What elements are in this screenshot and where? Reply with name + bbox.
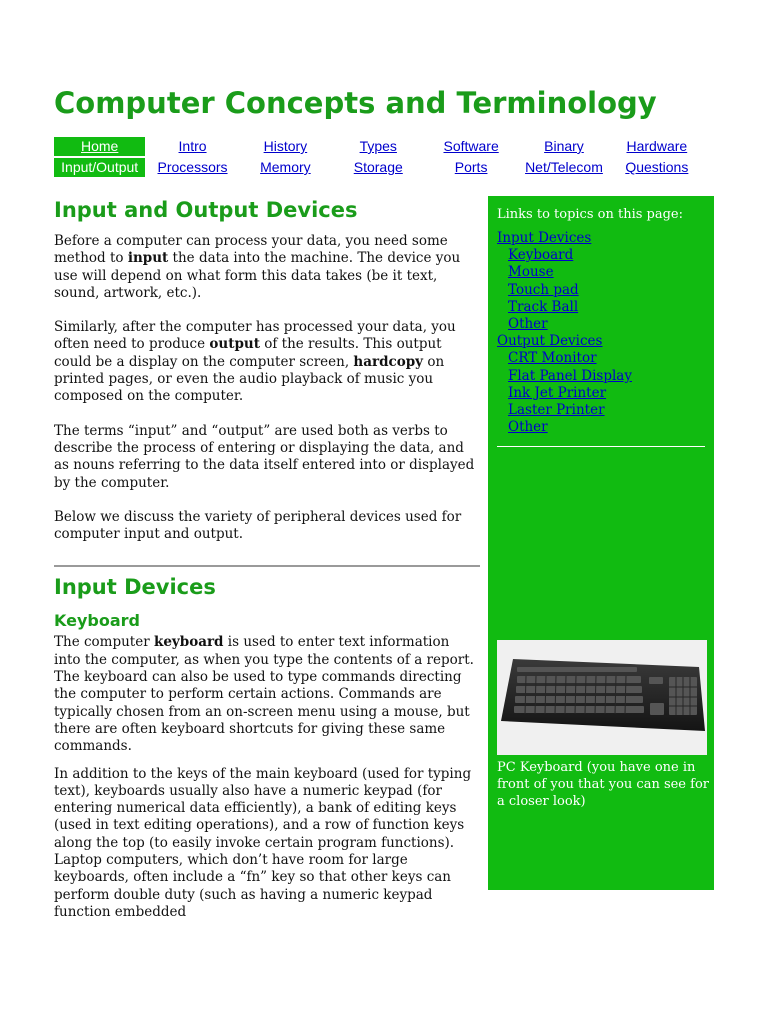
keyboard-caption: PC Keyboard (you have one in front of you that you can see for a closer look) xyxy=(497,760,709,809)
sidebar-link-mouse[interactable]: Mouse xyxy=(508,264,554,281)
sidebar-link-list xyxy=(497,230,705,436)
paragraph-terms: The terms “input” and “output” are used both as verbs to describe the process of entering or displaying the data, and as nouns referring to the data itself entered into or displayed by the computer. xyxy=(54,422,475,491)
nav-link-software[interactable]: Software xyxy=(443,138,499,154)
sidebar-heading: Links to topics on this page: xyxy=(497,207,683,222)
main-content xyxy=(54,196,480,938)
nav-link-types[interactable]: Types xyxy=(359,138,397,154)
nav-link-hardware[interactable]: Hardware xyxy=(626,138,688,154)
nav-link-processors[interactable]: Processors xyxy=(157,159,228,175)
sidebar-link-laster-printer[interactable]: Laster Printer xyxy=(508,402,605,419)
sidebar-divider xyxy=(497,446,705,447)
nav-link-questions[interactable]: Questions xyxy=(625,159,689,175)
nav-row-2 xyxy=(54,158,704,178)
sidebar-link-other-input[interactable]: Other xyxy=(508,316,548,333)
sidebar-link-flat-panel[interactable]: Flat Panel Display xyxy=(508,367,632,384)
paragraph-below: Below we discuss the variety of peripheral devices used for computer input and output. xyxy=(54,508,462,543)
page-title: Computer Concepts and Terminology xyxy=(54,86,657,120)
sidebar-link-ink-jet[interactable]: Ink Jet Printer xyxy=(508,384,607,401)
nav-row-1 xyxy=(54,137,704,157)
subheading-keyboard: Keyboard xyxy=(54,611,140,631)
nav-link-net-telecom[interactable]: Net/Telecom xyxy=(525,159,603,175)
sidebar-link-crt-monitor[interactable]: CRT Monitor xyxy=(508,350,597,367)
nav-link-history[interactable]: History xyxy=(263,138,308,154)
nav-link-ports[interactable]: Ports xyxy=(454,159,488,175)
term-input: input xyxy=(127,250,169,267)
section-divider xyxy=(54,565,480,567)
sidebar-link-track-ball[interactable]: Track Ball xyxy=(508,298,579,315)
sidebar-link-other-output[interactable]: Other xyxy=(508,419,548,436)
nav-link-home[interactable]: Home xyxy=(54,137,145,156)
sidebar-link-touch-pad[interactable]: Touch pad xyxy=(508,281,579,298)
nav-link-storage[interactable]: Storage xyxy=(353,159,403,175)
text: The computer xyxy=(54,634,154,651)
sidebar-link-output-devices[interactable]: Output Devices xyxy=(497,333,603,350)
term-keyboard: keyboard xyxy=(153,634,224,651)
text: on printed pages, or even the audio playback of music you composed on the computer. xyxy=(54,353,445,405)
section-heading-io: Input and Output Devices xyxy=(54,198,358,222)
keyboard-illustration xyxy=(499,653,705,743)
paragraph-keys: In addition to the keys of the main keyboard (used for typing text), keyboards usually also have a numeric keypad (for entering numerical data efficiently), a bank of editing keys (used in text editing operations), and a row of function keys along the top (to easily invoke certain program functions). Laptop computers, which don’t have room for large keyboards, often include a “fn” key so that other keys can perform double duty (such as having a numeric keypad function embedded xyxy=(54,765,472,920)
text: Similarly, after the computer has processed your data, you often need to produce xyxy=(54,319,456,353)
paragraph-keyboard xyxy=(54,634,480,755)
sidebar-link-input-devices[interactable]: Input Devices xyxy=(497,230,592,246)
nav-link-binary[interactable]: Binary xyxy=(544,138,584,154)
sidebar-link-keyboard[interactable]: Keyboard xyxy=(508,247,574,264)
keyboard-photo xyxy=(497,640,707,755)
term-output: output xyxy=(209,336,260,353)
paragraph-output xyxy=(54,319,480,405)
nav-link-memory[interactable]: Memory xyxy=(260,159,311,175)
text: is used to enter text information into the computer, as when you type the contents of a report. The keyboard can also be used to type commands directing the computer to perform certain actions. Commands are typically chosen from an on-screen menu using a mouse, but there are often keyboard shortcuts for giving these same commands. xyxy=(54,634,474,755)
nav-table xyxy=(54,137,704,179)
text: Before a computer can process your data, you need some method to xyxy=(54,233,448,267)
paragraph-intro xyxy=(54,233,480,302)
nav-link-input-output[interactable]: Input/Output xyxy=(54,158,145,177)
section-heading-input-devices: Input Devices xyxy=(54,575,216,600)
text: of the results. This output could be a display on the computer screen, xyxy=(54,336,442,370)
term-hardcopy: hardcopy xyxy=(353,353,424,370)
nav-link-intro[interactable]: Intro xyxy=(178,138,207,154)
text: the data into the machine. The device you use will depend on what form this data takes (be it text, sound, artwork, etc.). xyxy=(54,250,461,301)
